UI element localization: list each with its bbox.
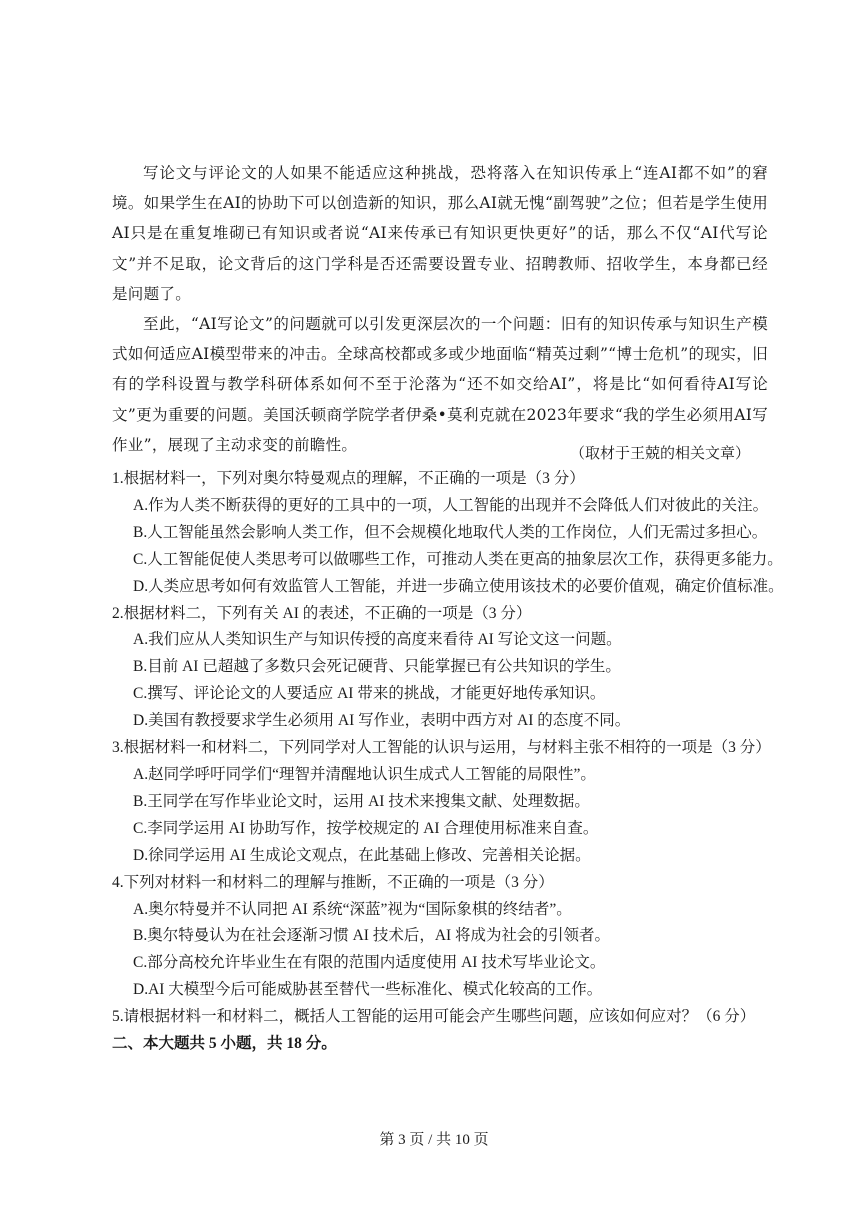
option-d: D.美国有教授要求学生必须用 AI 写作业，表明中西方对 AI 的态度不同。	[133, 712, 631, 730]
page-number-footer: 第 3 页 / 共 10 页	[379, 1132, 489, 1148]
option-a: A.奥尔特曼并不认同把 AI 系统“深蓝”视为“国际象棋的终结者”。	[133, 900, 572, 918]
question-stem: 3.根据材料一和材料二，下列同学对人工智能的认识与运用，与材料主张不相符的一项是（3 分）	[112, 739, 771, 757]
section-heading: 二、本大题共 5 小题，共 18 分。	[112, 1035, 337, 1053]
question-3	[112, 735, 772, 870]
question-stem: 2.根据材料二，下列有关 AI 的表述，不正确的一项是（3 分）	[112, 604, 532, 622]
option-a: A.赵同学呼吁同学们“理智并清醒地认识生成式人工智能的局限性”。	[133, 765, 596, 783]
question-5	[112, 1004, 772, 1031]
option-a: A.我们应从人类知识生产与知识传授的高度来看待 AI 写论文这一问题。	[133, 631, 622, 649]
option-c: C.部分高校允许毕业生在有限的范围内适度使用 AI 技术写毕业论文。	[133, 954, 606, 972]
question-stem: 5.请根据材料一和材料二，概括人工智能的运用可能会产生哪些问题，应该如何应对？（6 分）	[112, 1008, 756, 1026]
question-2	[112, 601, 772, 736]
option-d: D.AI 大模型今后可能威胁甚至替代一些标准化、模式化较高的工作。	[133, 981, 603, 999]
passage-paragraph-1: 写论文与评论文的人如果不能适应这种挑战，恐将落入在知识传承上“连AI都不如”的窘境。如果学生在AI的协助下可以创造新的知识，那么AI就无愧“副驾驶”之位；但若是学生使用AI只是在重复堆砌已有知识或者说“AI来传承已有知识更快更好”的话，那么不仅“AI代写论文”并不足取，论文背后的这门学科是否还需要设置专业、招聘教师、招收学生，本身都已经是问题了。	[112, 164, 768, 303]
option-b: B.奥尔特曼认为在社会逐渐习惯 AI 技术后，AI 将成为社会的引领者。	[133, 927, 611, 945]
option-a: A.作为人类不断获得的更好的工具中的一项，人工智能的出现并不会降低人们对彼此的关注。	[133, 496, 769, 514]
option-d: D.人类应思考如何有效监管人工智能，并进一步确立使用该技术的必要价值观，确定价值标准。	[133, 577, 784, 595]
question-stem: 1.根据材料一，下列对奥尔特曼观点的理解，不正确的一项是（3 分）	[112, 470, 585, 487]
option-b: B.人工智能虽然会影响人类工作，但不会规模化地取代人类的工作岗位，人们无需过多担心。	[133, 523, 768, 541]
option-c: C.人工智能促使人类思考可以做哪些工作，可推动人类在更高的抽象层次工作，获得更多能力。	[133, 550, 783, 568]
passage-paragraph-2: 至此，“AI写论文”的问题就可以引发更深层次的一个问题：旧有的知识传承与知识生产模式如何适应AI模型带来的冲击。全球高校都或多或少地面临“精英过剩”“博士危机”的现实，旧有的学科设置与教学科研体系如何不至于沦落为“还不如交给AI”，将是比“如何看待AI写论文”更为重要的问题。美国沃顿商学院学者伊桑•莫利克就在2023年要求“我的学生必须用AI写作业”，展现了主动求变的前瞻性。	[112, 315, 768, 454]
question-1	[112, 466, 784, 601]
question-stem: 4.下列对材料一和材料二的理解与推断，不正确的一项是（3 分）	[112, 873, 554, 891]
passage-source: （取材于王兢的相关文章）	[569, 444, 750, 462]
question-4	[112, 870, 772, 1005]
option-b: B.王同学在写作毕业论文时，运用 AI 技术来搜集文献、处理数据。	[133, 792, 590, 810]
option-c: C.撰写、评论论文的人要适应 AI 带来的挑战，才能更好地传承知识。	[133, 685, 606, 703]
question-list	[112, 466, 784, 1058]
reading-passage	[112, 158, 768, 460]
option-d: D.徐同学运用 AI 生成论文观点，在此基础上修改、完善相关论据。	[133, 846, 591, 864]
option-c: C.李同学运用 AI 协助写作，按学校规定的 AI 合理使用标准来自查。	[133, 819, 599, 837]
option-b: B.目前 AI 已超越了多数只会死记硬背、只能掌握已有公共知识的学生。	[133, 658, 621, 676]
